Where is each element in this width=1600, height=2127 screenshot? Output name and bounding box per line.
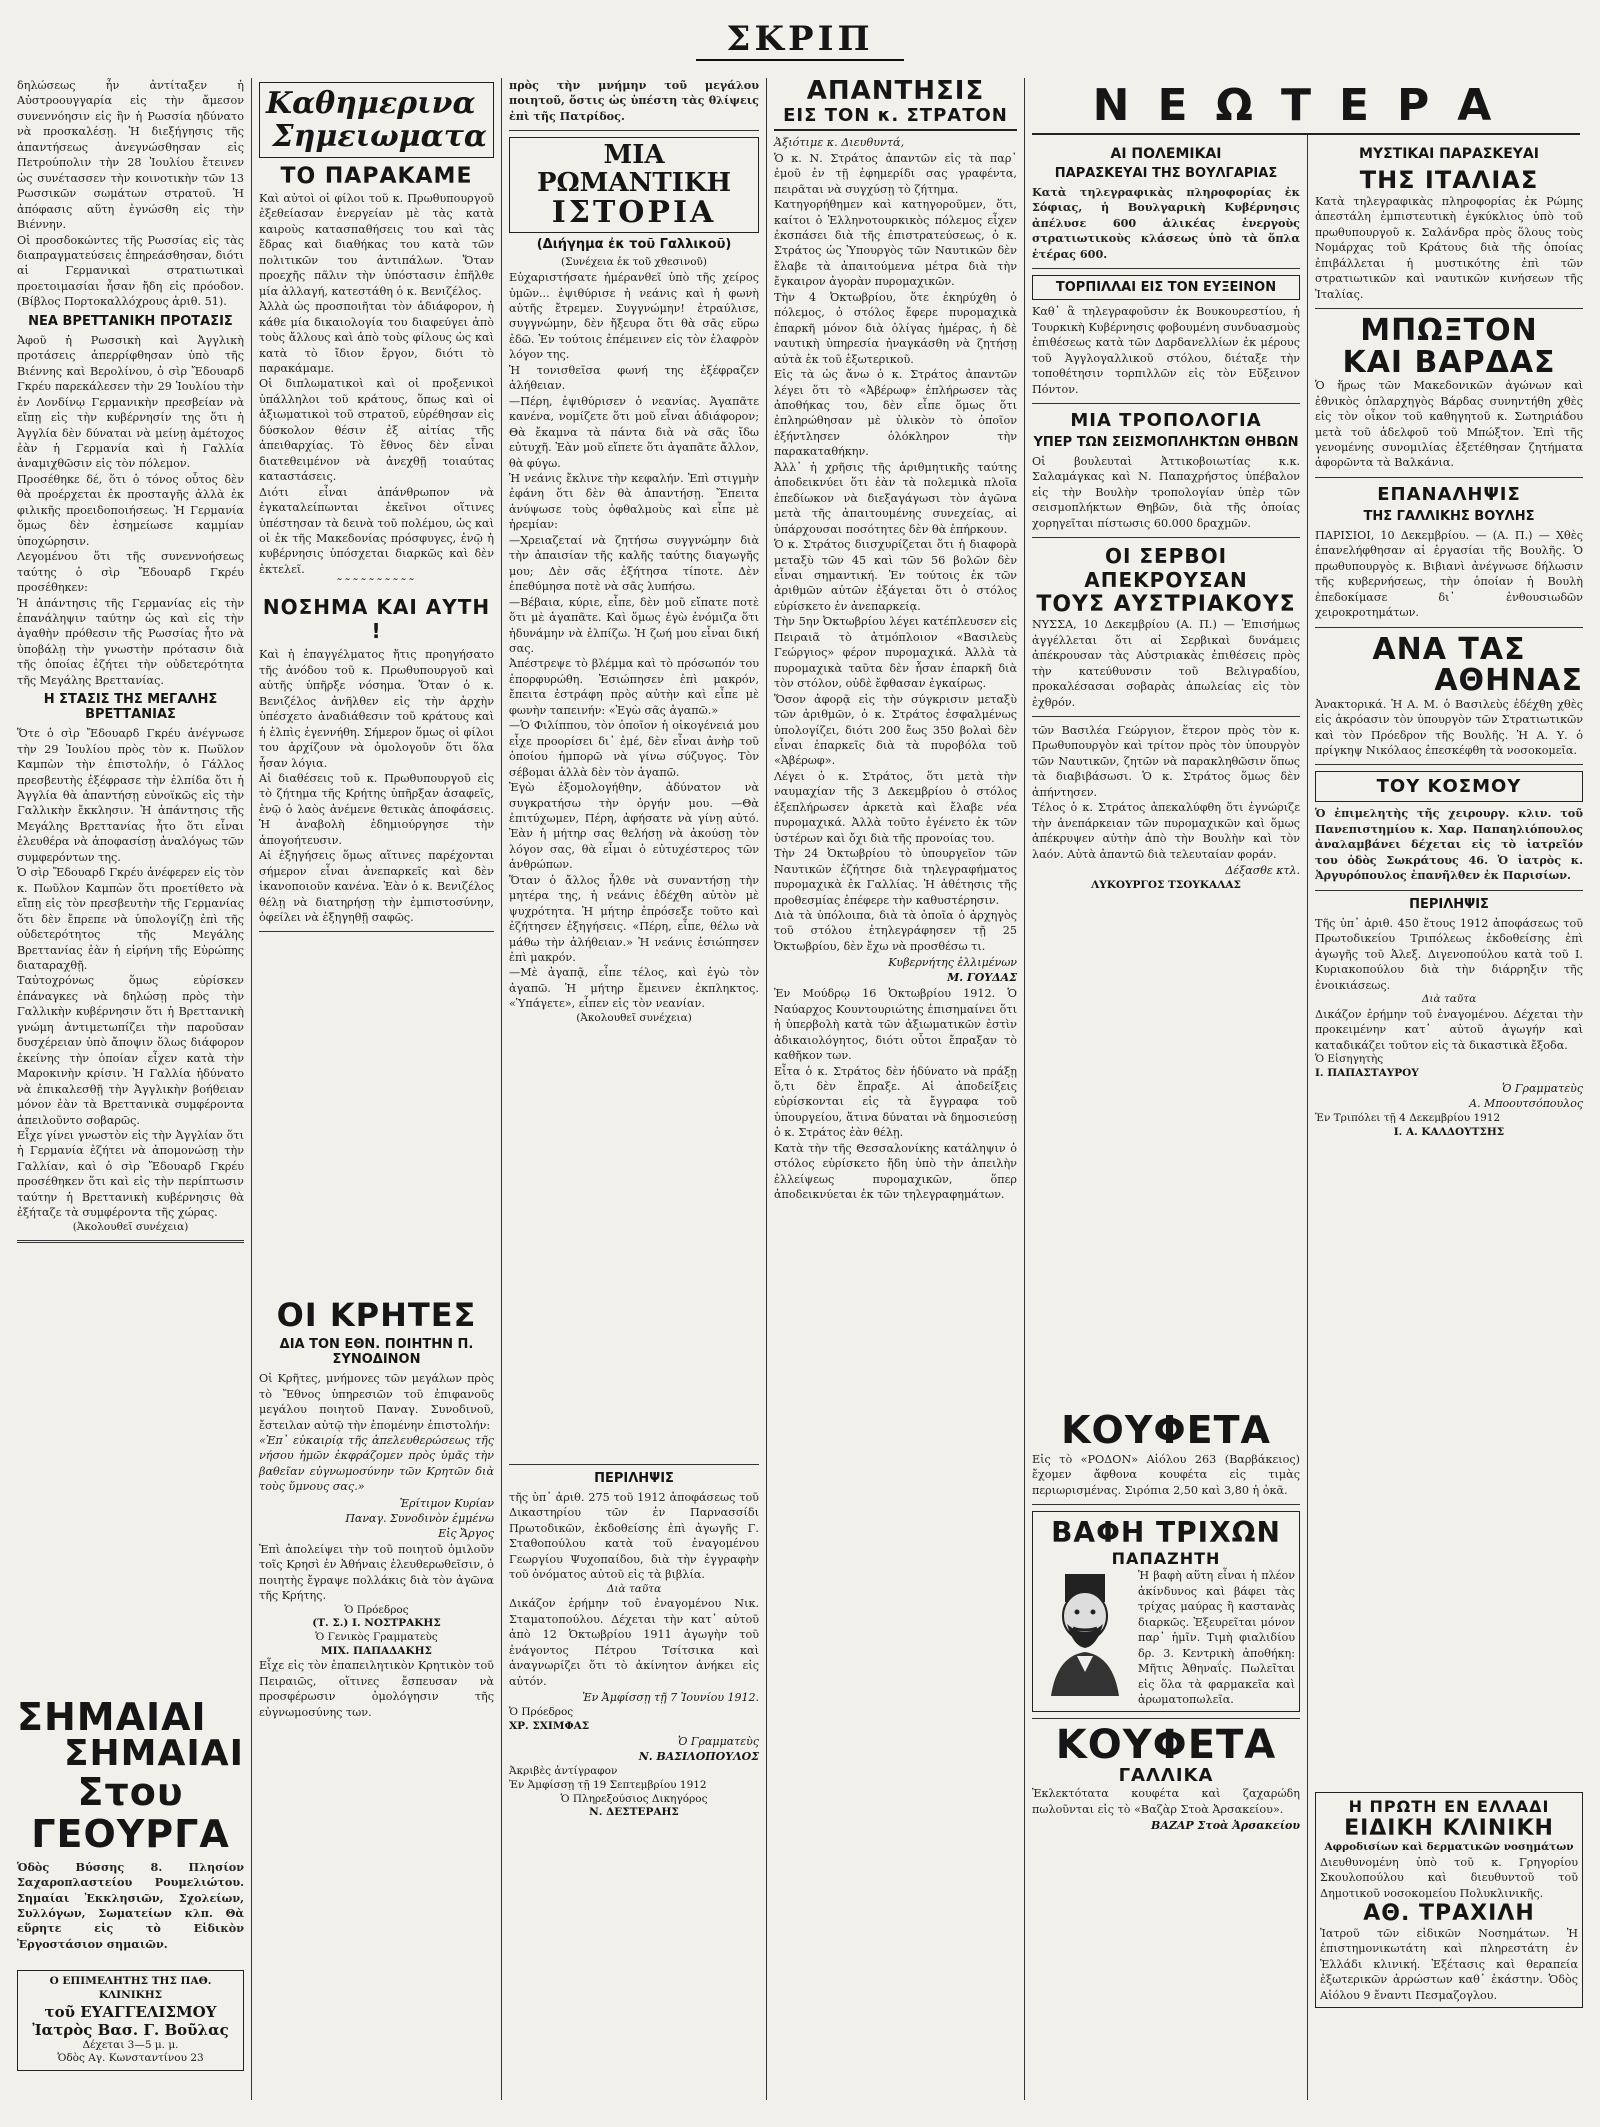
ad-line: Ἰατρὸς Βασ. Γ. Βοῦλας xyxy=(32,2020,229,2039)
article-paragraph: τῶν Βασιλέα Γεώργιον, ἕτερον πρὸς τὸν κ. Πρωθυπουργὸν καὶ τρίτον πρὸς τὸν ὑπουργὸν τῶν Ναυτικῶν, ζητῶν νὰ παρακληθῶσιν ὅπως τὰ διαβιβάσωσι. Ὁ κ. Στράτος ὅμως δὲν ἀπήντησεν. xyxy=(1032,723,1300,799)
story-paragraph: —Πέρη, ἐψιθύρισεν ὁ νεανίας. Ἀγαπᾶτε κανένα, νομίζετε ὅτι μοῦ εἶναι ἀδιάφορον; Θὰ ἔκαμνα τὰ πάντα διὰ νὰ σᾶς ἴδω εὐτυχῆ. Ἐὰν μοῦ εἴπετε ὅτι ἀγαπᾶτε ἄλλον, θὰ φύγω. xyxy=(509,394,759,470)
article-paragraph: Εἰς τὰ ὡς ἄνω ὁ κ. Στράτος ἀπαντῶν λέγει ὅτι τὸ «Ἀβέρωφ» ἐπλήρωσεν τὰς ἀποθήκας του, δὲν εἶπε ὅμως ὅτι ἐπληρώθησαν μὲ ὑλικὸν τὸ ὁποῖον ἐξήντλησεν ὁλόκληρον τὴν παρακαταθήκην. xyxy=(774,368,1017,459)
section-heading: ΟΙ ΣΕΡΒΟΙ ΑΠΕΚΡΟΥΣΑΝ xyxy=(1084,544,1248,593)
divider xyxy=(1032,403,1300,404)
story-paragraph: Ἡ τονισθεῖσα φωνή της ἐξέφραζεν ἀλήθειαν. xyxy=(509,363,759,393)
signature-line: ΧΡ. ΣΧΙΜΦΑΣ xyxy=(509,1719,590,1732)
section-subheading: ΔΙΑ ΤΟΝ ΕΘΝ. ΠΟΙΗΤΗΝ Π. ΣΥΝΟΔΙΝΟΝ xyxy=(279,1337,474,1368)
article-title: ΑΠΑΝΤΗΣΙΣ xyxy=(806,78,985,106)
cretans-article xyxy=(259,1298,494,1720)
signature-line: Α. Μποουτσόπουλος xyxy=(1469,1097,1583,1111)
section-heading: ΠΕΡΙΛΗΨΙΣ xyxy=(1409,896,1489,912)
article-paragraph: Οἱ προσδοκώντες τῆς Ρωσσίας εἰς τὰς διαπραγματεύσεις ἐπηρεάσθησαν, διότι αἱ Γερμανικαὶ στρατιωτικαὶ προετοιμασίαι ἦσαν ἤδη εἰς πρόοδον. (Βίβλος Πορτοκαλλόχρους ἀριθ. 51). xyxy=(17,233,244,309)
ad-subtitle: ΠΑΠΑΖΗΤΗ xyxy=(1111,1549,1221,1569)
ad-text: Ἐκλεκτότατα κουφέτα καὶ ζαχαρώδη πωλοῦνται εἰς τὸ «Βαζὰρ Στοὰ Ἀρσακείου». xyxy=(1032,1787,1300,1816)
article-paragraph: Ὁ ἐπιμελητὴς τῆς χειρουργ. κλιν. τοῦ Πανεπιστημίου κ. Χαρ. Παπαηλιόπουλος ἀναλαμβάνει δέχεται εἰς τὸ ἰατρεῖόν του ὁδὸς Σωκράτους 46. Ὁ ἰατρὸς κ. Ἀργυρόπουλος ἐπανῆλθεν ἐκ Παρισίων. xyxy=(1315,806,1583,883)
article-paragraph: Ἀλλ᾽ ἡ χρῆσις τῆς ἀριθμητικῆς ταύτης ἀποδεικνύει ὅτι ἐὰν τὰ πολεμικὰ πλοῖα ἐπεδίωκον νὰ διεξαγάγωσι τὸν ἀγῶνα μετὰ τῆς ἀπαιτουμένης συνεχείας, αἱ ὑπάρχουσαι ποσότητες δὲν θὰ ἐπήρκουν. xyxy=(774,460,1017,536)
signature-line: (Τ. Σ.) Ι. ΝΟΣΤΡΑΚΗΣ xyxy=(312,1617,441,1630)
signature-line: Ν. ΔΕΣΤΕΡΑΗΣ xyxy=(589,1806,679,1819)
continuation-note: (Ἀκολουθεῖ συνέχεια) xyxy=(576,1011,692,1024)
signature-line: Ν. ΒΑΣΙΛΟΠΟΥΛΟΣ xyxy=(638,1750,759,1764)
story-title: ΙΣΤΟΡΙΑ xyxy=(551,194,717,230)
signature-line: Ἀκριβὲς ἀντίγραφον xyxy=(509,1765,618,1778)
column-6 xyxy=(1308,78,1590,2100)
divider xyxy=(509,1464,759,1465)
article-paragraph: δηλώσεως ἦν ἀντίταξεν ἡ Αὐστροουγγαρία εἰς τὴν ἄμεσον συνεννόησιν εἰς ἣν ἡ Ρωσσία ηδύνατο νὰ προσκαλέσῃ. Ἡ διεξήγησις τῆς ἀπαντήσεως ἀνεγνώσθησαν εἰς Πετρούπολιν τὴν 28 Ἰουλίου ἔτεινεν ὡς συνέτασσεν τὴν κοινοτικὴν τῶν 13 Ρωσσικῶν σωμάτων στρατοῦ. Ἡ ἀπόφασις αὕτη ἐγνώσθη εἰς τὴν Βιέννην. xyxy=(17,79,244,232)
masthead xyxy=(10,10,1590,70)
article-paragraph: Καθ᾽ ἃ τηλεγραφοῦσιν ἐκ Βουκουρεστίου, ἡ Τουρκικὴ Κυβέρνησις φοβουμένη συνδυασμοὺς ἐπιθέσεως κατὰ τῶν Δαρδανελλίων ἐκ μέρους τοῦ Ἀγγλογαλλικοῦ στόλου, διέταξε τὴν τοποθέτησιν τορπιλλῶν εἰς τὸν Εὔξεινον Πόντον. xyxy=(1032,305,1300,396)
story-paragraph: Ἐγὼ ἐξομολογήθην, ἀδύνατον νὰ συγκρατήσω τὴν ὀργήν μου. —Θὰ ἐπιτύχωμεν, Πέρη, ἀφήσατε νὰ γίνῃ αὐτό. Ἐὰν ἡ μήτηρ σας θελήσῃ νὰ ἀκούσῃ τὸν λόγον σας, θὰ εἶμαι ὁ εὐτυχέστερος τῶν ἀνθρώπων. xyxy=(509,781,759,872)
article-paragraph: Οἱ βουλευταὶ Ἀττικοβοιωτίας κ.κ. Σαλαμάγκας καὶ Ν. Παπαχρήστος ὑπέβαλον εἰς τὴν Βουλὴν τροπολογίαν ὑπὲρ τῶν σεισμοπλήκτων Θηβῶν, διὰ τῆς ὁποίας χορηγεῖται πίστωσις 60.000 δραχμῶν. xyxy=(1032,454,1300,530)
news-section-title: ΝΕΩΤΕΡΑ xyxy=(1032,78,1580,135)
clinic-ad-box xyxy=(1315,1792,1583,2008)
signature-line: ΛΥΚΟΥΡΓΟΣ ΤΣΟΥΚΑΛΑΣ xyxy=(1091,879,1241,892)
divider xyxy=(1315,477,1583,478)
article-subtitle: ΕΙΣ ΤΟΝ κ. ΣΤΡΑΤΟΝ xyxy=(774,105,1017,131)
section-subheading: Διὰ ταῦτα xyxy=(606,1582,662,1595)
article-paragraph: Ὅτε ὁ σὶρ Ἔδουαρδ Γκρέυ ἀνέγνωσε τὴν 29 Ἰουλίου πρὸς τὸν κ. Πωῦλον Καμπὼν τὴν ἐπιστολήν, ὁ Γάλλος πρεσβευτὴς ἐξέφρασε τὴν ἐλπίδα ὅτι ἡ Ἀγγλία θὰ ἀπαντήσῃ εὐνοϊκῶς εἰς τὴν Γαλλικὴν ἔκκλησιν. Ἡ ἀπάντησις τῆς Μεγάλης Βρεττανίας ἦτο ὅτι εἶναι ἐλευθέρα νὰ ἀποφασίσῃ ἀναλόγως τῶν συμφερόντων της. xyxy=(17,727,244,864)
newspaper-page xyxy=(10,10,1590,2100)
signature-line: Ὁ Γραμματεὺς xyxy=(677,1735,759,1749)
article-paragraph: Οἱ διπλωματικοὶ καὶ οἱ προξενικοὶ ὑπάλληλοι τοῦ κράτους, ὅπως καὶ οἱ ἀξιωματικοὶ τοῦ στρατοῦ, εὑρέθησαν εἰς δύσκολον θέσιν ἐξ αἰτίας τῆς ἀπειθαρχίας. Τὸ ἔθνος δὲν εἶναι διατεθειμένον νὰ ἀνεχθῇ τοιαύτας καταστάσεις. xyxy=(259,377,494,484)
ad-title: Στου ΓΕΟΥΡΓΑ xyxy=(31,1770,230,1856)
column-2 xyxy=(252,78,502,2100)
article-paragraph: πρὸς τὴν μνήμην τοῦ μεγάλου ποιητοῦ, ὅστις ὡς ὑπέστη τὰς θλίψεις ἐπὶ τῆς Πατρίδος. xyxy=(509,78,759,123)
ad-title: ΚΟΥΦΕΤΑ xyxy=(1061,1408,1271,1452)
section-heading: ΤΟ ΠΑΡΑΚΑΜΕ xyxy=(280,164,473,189)
ad-title: ΕΙΔΙΚΗ ΚΛΙΝΙΚΗ xyxy=(1344,1816,1554,1841)
article-paragraph: Εἶτα ὁ κ. Στράτος δὲν ἠδύνατο νὰ πράξῃ ὅ,τι δὲν ἔπραξε. Αἱ ἀποδείξεις εὑρίσκονται εἰς τὰ ἔγγραφα τοῦ ὑπουργείου, ἅτινα δύναται νὰ δημοσιεύσῃ ὁ κ. Στράτος ἐὰν θέλῃ. xyxy=(774,1064,1017,1140)
ad-name: ΑΘ. ΤΡΑΧΙΛΗ xyxy=(1363,1901,1535,1926)
divider xyxy=(17,1240,244,1243)
article-paragraph: Κατὰ τηλεγραφικὰς πληροφορίας ἐκ Ρώμης ἀπεστάλη ἐμπιστευτικὴ ἐγκύκλιος ὑπὸ τοῦ πρωθυπουργοῦ κ. Σαλάνδρα πρὸς ὅλους τοὺς Νομάρχας τοῦ Κράτους διὰ τῆς ὁποίας ἐπιβάλλεται ἡ μυστικότης ἐπὶ τῶν στρατιωτικῶν καὶ ναυτικῶν κινήσεων τῆς Ἰταλίας. xyxy=(1315,195,1583,301)
article-paragraph: Ἡ ἀπάντησις τῆς Γερμανίας εἰς τὴν ἐπανάληψιν ταύτην ὡς καὶ εἰς τὴν ἀγαθὴν πρόθεσιν τῆς Ρωσσίας ἦτο νὰ ὑποβάλῃ τὴν γνωστὴν πρότασιν διὰ τῆς ὁποίας ἐζήτει τὴν οὐδετερότητα τῆς Μεγάλης Βρεττανίας. xyxy=(17,596,244,687)
section-heading: ΥΠΕΡ ΤΩΝ ΣΕΙΣΜΟΠΛΗΚΤΩΝ ΘΗΒΩΝ xyxy=(1033,434,1299,450)
signature-line: Ι. ΠΑΠΑΣΤΑΥΡΟΥ xyxy=(1315,1066,1419,1079)
divider xyxy=(1032,1718,1300,1719)
story-paragraph: Εὐχαριστήσατε ἡμέρανθεῖ ὑπὸ τῆς χείρος ὑμῶν... ἐψιθύρισε ἡ νεάνις καὶ ἡ φωνὴ αὐτῆς ἔτρεμεν. Συγγνώμην! ἐτραύλισε, συγγνώμην, δὲν ἤξευρα ὅτι θὰ σᾶς εὕρω ἐδῶ. Ἐν τούτοις ἐπέμεινεν εἰς τὸν ἐλαφρὸν λόγον της. xyxy=(509,271,759,362)
signature-line: Ἐρίτιμον Κυρίαν xyxy=(399,1496,494,1510)
section-subheading: Διὰ ταῦτα xyxy=(1421,992,1477,1005)
section-heading: ΤΗΣ ΓΑΛΛΙΚΗΣ ΒΟΥΛΗΣ xyxy=(1363,508,1535,524)
signature-line: Ὁ Πρόεδρος xyxy=(344,1603,409,1616)
section-heading: ΤΗΣ ΙΤΑΛΙΑΣ xyxy=(1359,166,1539,194)
divider xyxy=(509,130,759,131)
story-paragraph: Ὅταν ὁ ἄλλος ἦλθε νὰ συναντήσῃ τὴν μητέρα της, ἡ νεάνις ἐδέχθη αὐτὸν μὲ ψυχρότητα. Ἡ μήτηρ ἐπρόσεξε τοῦτο καὶ ἐζήτησεν ἐξηγήσεις. «Πέρη, εἶπε, θέλω νὰ μάθω τὴν ἀλήθειαν.» Ἡ νεάνις ἐσιώπησεν ἐπὶ μακρόν. xyxy=(509,873,759,965)
article-paragraph: Κατηγορήθημεν καὶ κατηγοροῦμεν, ὅτι, καίτοι ὁ Ἑλληνοτουρκικὸς πόλεμος εἶχεν ἐκσπάσει διὰ τῆς ἐπιστρατεύσεως, ὁ κ. Στράτος ὡς Ὑπουργὸς τῶν Ναυτικῶν δὲν ἔλαβε τὰ ἀπαιτούμενα μέτρα διὰ τὴν ἔγκαιρον ἀγορὰν πυρομαχικῶν. xyxy=(774,198,1017,289)
article-paragraph: Ἐπὶ ἀπολείψει τὴν τοῦ ποιητοῦ ὁμιλοῦν τοῖς Κρησὶ ἐν Ἀθήναις ἐλευθερωθεῖσιν, ὁ ποιητὴς ἔγραψε πολλάκις διὰ τὸν ἀγῶνα τῆς Κρήτης. xyxy=(259,1542,494,1603)
article-paragraph: Ὁ κ. Στράτος διισχυρίζεται ὅτι ἡ διαφορὰ μεταξὺ τῶν 45 καὶ τῶν 56 βολῶν δὲν εἶναι σημαντική. Ἐν τούτοις ἐκ τῶν ἀριθμῶν αὐτῶν ἐξάγεται ὅτι ὁ στόλος εὑρίσκετο ἐν ἀνεπαρκείᾳ. xyxy=(774,538,1017,613)
article-paragraph: Καὶ αὐτοὶ οἱ φίλοι τοῦ κ. Πρωθυπουργοῦ ἐξεθείασαν ἐνεργείαν μὲ τὰς κατὰ καιροὺς κατασπαθήσεις του καὶ τὰς ἕδρας καὶ διαθήκας του κατὰ τῶν πολιτικῶν του ἀντιπάλων. Ὅταν προεχῆς πᾶλιν τὴν ὑπόστασιν ἐπῆλθε μία ἀλλαγή, κατεστάθη ὁ κ. Βενιζέλος. xyxy=(259,192,494,298)
article-paragraph: Διότι εἶναι ἀπάνθρωπον νὰ ἐγκαταλείπωνται ἐκεῖνοι οἵτινες ὑπέστησαν τὰ δεινὰ τοῦ πολέμου, ὡς καὶ οἱ ἐκ τῆς Μακεδονίας πρόσφυγες, ἐνῷ ἡ κυβέρνησις ὑπόσχεται διαρκῶς καὶ δὲν ἐκτελεῖ. xyxy=(259,485,494,576)
signature-line: Ὁ Πρόεδρος xyxy=(509,1706,574,1719)
newspaper-name: ΣΚΡΙΠ xyxy=(696,19,903,61)
signature-line: Ἐν Ἀμφίσσῃ τῇ 7 Ἰουνίου 1912. xyxy=(582,1691,759,1705)
section-heading: ΠΕΡΙΛΗΨΙΣ xyxy=(594,1471,674,1486)
signature-line: Ὁ Γενικὸς Γραμματεὺς xyxy=(315,1630,438,1643)
section-heading: ΠΑΡΑΣΚΕΥΑΙ ΤΗΣ ΒΟΥΛΓΑΡΙΑΣ xyxy=(1054,166,1278,181)
article-paragraph: Ὁ ἥρως τῶν Μακεδονικῶν ἀγώνων καὶ ἐθνικὸς ὁπλαρχηγὸς Βάρδας συνηντήθη χθὲς εἰς τὸν οἶκον τοῦ καθηγητοῦ κ. Σωτηριάδου μετὰ τοῦ ἀδελφοῦ τοῦ Μπώξτον. Ἐπὶ τῆς γενομένης συνομιλίας ἐξετέθησαν ζητήματα ἀφορῶντα τὰ Βαλκάνια. xyxy=(1315,379,1583,470)
section-heading: ΑΝΑ ΤΑΣ xyxy=(1372,631,1526,667)
ad-title: Η ΠΡΩΤΗ ΕΝ ΕΛΛΑΔΙ xyxy=(1348,1797,1550,1816)
continuation-note: (Ἀκολουθεῖ συνέχεια) xyxy=(72,1220,189,1233)
story-subtitle: (Διήγημα ἐκ τοῦ Γαλλικοῦ) xyxy=(536,237,732,253)
section-heading: ΑΘΗΝΑΣ xyxy=(1434,663,1583,699)
ad-text: Διευθυνομένη ὑπὸ τοῦ κ. Γρηγορίου Σκουλοπούλου καὶ διευθυντοῦ τοῦ Δημοτικοῦ νοσοκομείου Πολυκλινικῆς. xyxy=(1320,1855,1578,1900)
article-paragraph: ΠΑΡΙΣΙΟΙ, 10 Δεκεμβρίου. — (Α. Π.) — Χθὲς ἐπανελήφθησαν αἱ ἐργασίαι τῆς Βουλῆς. Ὁ πρωθυπουργὸς κ. Βιβιανὶ ἀνέγνωσε δήλωσιν τῆς κυβερνήσεως, τὴν ὁποίαν ἡ Βουλὴ ἐπεδοκίμασε δι᾽ ἐνθουσιωδῶν χειροκροτημάτων. xyxy=(1315,528,1583,620)
signature-line: ΜΙΧ. ΠΑΠΑΔΑΚΗΣ xyxy=(321,1644,432,1657)
divider xyxy=(1315,627,1583,628)
article-paragraph: Ἀνακτορικά. Ἡ Α. Μ. ὁ Βασιλεὺς ἐδέχθη χθὲς εἰς ἀκρόασιν τὸν ὑπουργὸν τῶν Στρατιωτικῶν καὶ τὸν Πρόεδρον τῆς Βουλῆς. Ἡ Α. Υ. ὁ πρίγκηψ Νικόλαος ἐπεσκέφθη τὰ νοσοκομεῖα. xyxy=(1315,697,1583,757)
article-paragraph: Δικάζον ἐρήμην τοῦ ἐναγομένου Νικ. Σταματοπούλου. Δέχεται τὴν κατ᾽ αὐτοῦ ἀπὸ 12 Ὀκτωβρίου 1911 ἀγωγὴν τοῦ ἐνάγοντος Πέτρου Τσίτσικα καὶ ἀναγνωρίζει ὅτι τὸ ἀκίνητον ἀνήκει εἰς αὐτόν. xyxy=(509,1597,759,1688)
divider xyxy=(1032,716,1300,717)
ad-line: Δέχεται 3—5 μ. μ. xyxy=(82,2038,179,2051)
story-paragraph: —Μὲ ἀγαπᾷ, εἶπε τέλος, καὶ ἐγὼ τὸν ἀγαπῶ. Ἡ μήτηρ ἔμεινεν ἐκπληκτος. «Ὑπάγετε», εἶπεν εἰς τὸν νεανίαν. xyxy=(509,966,759,1011)
article-paragraph: Ἀλλὰ ὡς προσποιῆται τὸν ἀδιάφορον, ἡ κάθε μία δικαιολογία του διαφεύγει ἀπὸ τοὺς ἄλλους καὶ ἀπὸ τοὺς φίλους ὡς καὶ κατὰ τὸ ἴδιον ἔργον, διότι τὸ παρακάμαμε. xyxy=(259,300,494,375)
ad-title: ΒΑΦΗ ΤΡΙΧΩΝ xyxy=(1051,1516,1281,1550)
section-heading: ΝΟΣΗΜΑ ΚΑΙ ΑΥΤΗ ! xyxy=(262,595,491,644)
ad-line: Ὁδὸς Αγ. Κωνσταντίνου 23 xyxy=(57,2052,204,2065)
ad-signature: ΒΑΖΑΡ Στοὰ Ἀρσακείου xyxy=(1151,1819,1300,1833)
story-paragraph: —Ὁ Φιλίππου, τὸν ὁποῖον ἡ οἰκογένειά μου εἶχε προορίσει δι᾽ ἐμέ, δὲν εἶναι ἀνὴρ τοῦ ὁποίου ἠμπορῶ νὰ γίνω σύζυγος. Τὸν σέβομαι ἀλλὰ δὲν τὸν ἀγαπῶ. xyxy=(509,719,759,779)
article-paragraph: τῆς ὑπ᾽ ἀριθ. 275 τοῦ 1912 ἀποφάσεως τοῦ Δικαστηρίου τῶν ἐν Παρνασσίδι Πρωτοδικῶν, ἐκδοθείσης ἐπὶ ἀγωγῆς Γ. Σταθοπούλου κατὰ τοῦ ἐναγομένου Γεωργίου Ψυχοπαίδου, διὰ τὴν ἐγγραφὴν τοῦ ὀνόματος αὐτοῦ εἰς τὰ βιβλία. xyxy=(509,1491,759,1582)
divider xyxy=(1032,537,1300,538)
story-paragraph: Ἀπέστρεψε τὸ βλέμμα καὶ τὸ πρόσωπόν του ἐπορφυρώθη. Ἐσιώπησεν ἐπὶ μακρόν, ἔπειτα ἐστράφη πρὸς αὐτὴν καὶ εἶπε μὲ φωνὴν ταπεινήν: «Ἐγὼ σᾶς ἀγαπῶ.» xyxy=(509,657,759,717)
doctor-advertisement xyxy=(17,1970,244,2071)
article-paragraph: Εἶχε γίνει γνωστὸν εἰς τὴν Ἀγγλίαν ὅτι ἡ Γερμανία ἐζήτει νὰ ἀπομονώσῃ τὴν Γαλλίαν, καὶ ὁ σὶρ Ἔδουαρδ Γκρέυ προσέθηκεν ὅτι καὶ εἰς τὴν περίπτωσιν ταύτην ἡ Βρεττανικὴ κυβέρνησις θὰ ἐξήταζε τὰ συμφέροντα τῆς χώρας. xyxy=(17,1129,244,1220)
signature-line: Ἐν Ἀμφίσσῃ τῇ 19 Σεπτεμβρίου 1912 xyxy=(509,1779,707,1791)
ad-title: ΣΗΜΑΙΑΙ xyxy=(63,1733,244,1774)
court-summary xyxy=(509,1458,759,1820)
signature-line: Ι. Α. ΚΑΛΔΟΥΤΣΗΣ xyxy=(1393,1125,1505,1138)
story-title-box xyxy=(509,137,759,233)
article-paragraph: Ὁ σὶρ Ἔδουαρδ Γκρέυ ἀνέφερεν εἰς τὸν κ. Πωῦλον Καμπὼν ὅτι προετίθετο νὰ εἴπῃ εἰς τὸν πρεσβευτὴν τῆς Γερμανίας ὅτι δὲν ἔπρεπε νὰ ὑπολογίζῃ ἐπὶ τῆς οὐδετερότητος τῆς Μεγάλης Βρεττανίας ἐὰν ἡ εἰρήνη τῆς Εὐρώπης διαταραχθῇ. xyxy=(17,866,244,973)
article-paragraph: Τῆς ὑπ᾽ ἀριθ. 450 ἔτους 1912 ἀποφάσεως τοῦ Πρωτοδικείου Τριπόλεως ἐκδοθείσης ἐπὶ ἀγωγῆς τοῦ Ἀλεξ. Διγενοπούλου κατὰ τοῦ Ι. Κυριακοπούλου διὰ τὴν διάρρηξιν τῆς ἐνοικιάσεως. xyxy=(1315,916,1583,992)
ad-body xyxy=(1037,1568,1295,1707)
section-heading: ΜΠΩΞΤΟΝ xyxy=(1360,313,1538,349)
ad-line: τοῦ ΕΥΑΓΓΕΛΙΣΜΟΥ xyxy=(44,2002,217,2021)
section-heading: ΟΙ ΚΡΗΤΕΣ xyxy=(276,1296,477,1334)
signature-line: Εἰς Ἄργος xyxy=(438,1526,494,1540)
ad-text: Ἰατροῦ τῶν εἰδικῶν Νοσημάτων. Ἡ ἐπιστημονικωτάτη καὶ πληρεστάτη ἐν Ἑλλάδι κλινική. Ἐξέτασις καὶ θεραπεία ἐξωτερικῶν ἀρρώστων καθ᾽ ἑκάστην. Ὁδὸς Αἰόλου 9 ἔναντι Πεσμαζογλου. xyxy=(1320,1927,1578,2002)
column-title: Σημειωματα xyxy=(272,119,487,154)
article-paragraph: Δικάζον ἐρήμην τοῦ ἐναγομένου. Δέχεται τὴν προκειμένην κατ᾽ αὐτοῦ ἀγωγήν καὶ καταδικάζει τοῦτον εἰς τὰ δικαστικὰ ἔξοδα. xyxy=(1315,1007,1583,1052)
article-paragraph: Τέλος ὁ κ. Στράτος ἀπεκαλύφθη ὅτι ἐγνώριζε τὴν ἀνεπάρκειαν τῶν πυρομαχικῶν καὶ ὅμως ἀπέκρυψεν αὐτὴν ἀπὸ τὴν Βουλὴν καὶ τὸν λαόν. Αὐτὰ ἀπαντῶ διὰ τελευταίαν φοράν. xyxy=(1032,801,1300,861)
section-heading: ΑΙ ΠΟΛΕΜΙΚΑΙ xyxy=(1110,146,1222,162)
article-paragraph: Καὶ ἡ ἐπαγγέλματος ἤτις προηγήσατο τῆς ἀνόδου τοῦ κ. Πρωθυπουργοῦ καὶ αὐτῆς ὑπῆρξε νόσημα. Ὅταν ὁ κ. Βενιζέλος ἀνῆλθεν εἰς τὴν ἀρχὴν ὑπέσχετο ἀναδιάθεσιν τοῦ κράτους καὶ ἡ ἐλπὶς ἐγεννήθη. Σήμερον ὅμως οἱ φίλοι του ἀρχίζουν νὰ ὁμολογοῦν ὅτι ὅλα ἦσαν λόγια. xyxy=(259,648,494,770)
divider xyxy=(1315,308,1583,309)
clinic-advertisement xyxy=(1315,1788,1583,2012)
ad-title: ΚΟΥΦΕΤΑ xyxy=(1055,1722,1277,1769)
flag-advertisement xyxy=(17,1695,244,2075)
section-heading: ΤΟΡΠΙΛΛΑΙ ΕΙΣ ΤΟΝ ΕΥΞΕΙΝΟΝ xyxy=(1032,275,1300,300)
section-heading: ΚΑΙ ΒΑΡΔΑΣ xyxy=(1342,344,1556,380)
article-paragraph: Εἶχε εἰς τὸν ἐπαπειλητικὸν Κρητικὸν τοῦ Πειραιῶς, οἵτινες ἔσπευσαν νὰ προσφέρωσιν ὁμολόγησιν τῆς εὐγνωμοσύνης των. xyxy=(259,1659,494,1719)
advertisements xyxy=(1032,1408,1300,1834)
article-paragraph: «Ἐπ᾽ εὐκαιρίᾳ τῆς ἀπελευθερώσεως τῆς νήσου ἡμῶν ἐκφράζομεν πρὸς ὑμᾶς τὴν βαθεῖαν εὐγνωμοσύνην τῶν Κρητῶν διὰ τοὺς ὕμνους σας.» xyxy=(259,1434,494,1494)
article-paragraph: Τὴν 5ην Ὀκτωβρίου λέγει κατέπλευσεν εἰς Πειραιᾶ τὸ ἀτμόπλοιον «Βασιλεὺς Γεώργιος» φέρον πυρομαχικά. Ἀλλὰ τὰ πυρομαχικὰ ταῦτα δὲν ἦσαν ἐπαρκῆ διὰ τὸν στόλον, οὐδὲ ἔφθασαν ἐγκαίρως. xyxy=(774,615,1017,691)
article-paragraph: Αἱ διαθέσεις τοῦ κ. Πρωθυπουργοῦ εἰς τὸ ζήτημα τῆς Κρήτης ὑπῆρξαν ἀσαφεῖς, ἐνῷ ὁ λαὸς ἀνέμενε θετικὰς ἀποφάσεις. Ἡ ἀναβολὴ ἐδημιούργησε τὴν ἀπογοήτευσιν. xyxy=(259,771,494,847)
hair-dye-ad xyxy=(1032,1511,1300,1712)
article-paragraph: Οἱ Κρῆτες, μνήμονες τῶν μεγάλων πρὸς τὸ Ἔθνος ὑπηρεσιῶν τοῦ ἐπιφανοῦς μεγάλου ποιητοῦ Παναγ. Συνοδινοῦ, ἔστειλαν αὐτῷ τὴν ἑπομένην ἐπιστολήν: xyxy=(259,1372,494,1432)
signature-line: Ὁ Γραμματεὺς xyxy=(1501,1082,1583,1096)
man-portrait-icon xyxy=(1037,1568,1132,1698)
signature-line: Μ. ΓΟΥΔΑΣ xyxy=(947,971,1017,985)
column-3 xyxy=(502,78,767,2100)
story-continuation: (Συνέχεια ἐκ τοῦ χθεσινοῦ) xyxy=(560,256,708,269)
divider xyxy=(1032,1504,1300,1505)
ornament-divider: ˜˜˜˜˜˜˜˜˜˜ xyxy=(336,577,417,592)
article-salutation: Ἀξιότιμε κ. Διευθυντά, xyxy=(774,136,905,150)
divider xyxy=(259,931,494,932)
divider xyxy=(1315,890,1583,891)
article-paragraph: Ἐν Μούδρῳ 16 Ὀκτωβρίου 1912. Ὁ Ναύαρχος Κουντουριώτης ἐπισημαίνει ὅτι ἡ ὑπερβολὴ κατὰ τῶν ἀξιωματικῶν ἐστὶν ἀδικαιολόγητος, διότι οὗτοι ἔπραξαν τὸ καθῆκον των. xyxy=(774,987,1017,1063)
article-paragraph: Προσέθηκε δέ, ὅτι ὁ τόνος οὗτος δὲν θὰ προέρχεται ἐκ προσταγῆς ἀλλὰ ἐκ φιλικῆς προειδοποιήσεως. Ἡ Γερμανία ὅμως δὲν ἐσημείωσε καμμίαν ὑποχώρησιν. xyxy=(17,472,244,548)
section-heading: Η ΣΤΑΣΙΣ ΤΗΣ ΜΕΓΑΛΗΣ ΒΡΕΤΤΑΝΙΑΣ xyxy=(43,692,218,723)
ad-text: Ὁδὸς Βύσσης 8. Πλησίον Σαχαροπλαστείου Ρουμελιώτου. Σημαίαι Ἐκκλησιῶν, Σχολείων, Συλλόγων, Σωματείων κλπ. Θὰ εὕρητε εἰς τὸ Εἰδικὸν Ἐργοστάσιον σημαιῶν. xyxy=(17,1859,244,1951)
story-paragraph: Ἡ νεάνις ἔκλινε τὴν κεφαλήν. Ἐπὶ στιγμὴν ἐφάνη ὅτι δὲν θὰ ἀπαντήσῃ. Ἔπειτα ἀνύψωσε τοὺς ὀφθαλμοὺς καὶ εἶπε μὲ ἠρεμίαν: xyxy=(509,471,759,532)
article-paragraph: Ταὐτοχρόνως ὅμως εὑρίσκεν ἐπάναγκες νὰ δηλώσῃ πρὸς τὴν Γαλλικὴν κυβέρνησιν ὅτι ἡ Βρεττανικὴ γνώμη ἀντιμετωπίζει τὴν παροῦσαν δυσχέρειαν ὑπὸ ἄποψιν ὅλως διάφορον ἐκείνης τὴν ὁποίαν εἶχεν κατὰ τὴν Μαροκινὴν κρίσιν. Ἡ Γαλλία ἠδύνατο νὰ ἐπικαλεσθῇ τὴν Ἀγγλικὴν βοήθειαν μόνον ἐὰν τὰ Βρεττανικὰ συμφέροντα ἀπειλοῦντο σοβαρῶς. xyxy=(17,974,244,1127)
signature-line: Δέξασθε κτλ. xyxy=(1225,864,1300,878)
signature-line: Ἐν Τριπόλει τῇ 4 Δεκεμβρίου 1912 xyxy=(1315,1112,1501,1125)
article-paragraph: Ὅσον ἀφορᾷ εἰς τὴν σύγκρισιν μεταξὺ τῶν ἀριθμῶν, ὁ κ. Στράτος ἐσφαλμένως ὑπολογίζει, διότι 200 ἔως 350 βολαὶ δὲν εἶναι ἐπαρκεῖς διὰ τὰ πυροβόλα τοῦ «Ἀβέρωφ». xyxy=(774,692,1017,768)
article-paragraph: Ἀφοῦ ἡ Ρωσσικὴ καὶ Ἀγγλικὴ προτάσεις ἀπερρίφθησαν ὑπὸ τῆς Βιέννης καὶ Βερολίνου, ὁ σὶρ Ἔδουαρδ Γκρέυ παρεκάλεσεν τὴν 29 Ἰουλίου τὴν ἐν Λονδίνῳ Γερμανικὴν πρεσβείαν νὰ εἴπῃ εἰς τὴν κυβέρνησίν της ὅτι ἡ Ἀγγλία δὲν δύναται νὰ μείνῃ ἀμέτοχος ἐὰν ἡ Γερμανία καὶ ἡ Γαλλία ἀναμιχθῶσιν εἰς τὸν πόλεμον. xyxy=(17,333,244,471)
columns xyxy=(10,78,1590,2100)
article-paragraph: Αἱ ἐξηγήσεις ὅμως αἵτινες παρέχονται σήμερον εἶναι ἀνεπαρκεῖς καὶ δὲν ἱκανοποιοῦν κανένα. Ἐὰν ὁ κ. Βενιζέλος θέλῃ νὰ διατηρήσῃ τὴν ἐμπιστοσύνην, ὀφείλει νὰ ἐξηγηθῇ σαφῶς. xyxy=(259,849,494,925)
column-4 xyxy=(767,78,1025,2100)
ad-title: ΣΗΜΑΙΑΙ xyxy=(17,1695,207,1739)
section-heading: ΕΠΑΝΑΛΗΨΙΣ xyxy=(1377,483,1521,505)
section-heading: ΤΟΥ ΚΟΣΜΟΥ xyxy=(1315,771,1583,802)
story-paragraph: —Χρειαζεταί νὰ ζητήσω συγγνώμην διὰ τὴν ἀπαισίαν τῆς καλῆς ταύτης διαγωγῆς μου; Δὲν σᾶς ἐξήτησα τίποτε. Δὲν ἐπεθύμησα ποτὲ νὰ σᾶς λυπήσω. xyxy=(509,533,759,594)
article-paragraph: Διὰ τὰ ὑπόλοιπα, διὰ τὰ ὁποῖα ὁ ἀρχηγὸς τοῦ στόλου ἐτηλεγράφησεν τῇ 25 Ὀκτωβρίου, δὲν ἔχω νὰ προσθέσω τι. xyxy=(774,908,1017,953)
ad-subtitle: Αφροδισίων καὶ δερματικῶν νοσημάτων xyxy=(1324,1841,1574,1853)
article-paragraph: Λεγομένου ὅτι τῆς συνεννοήσεως ταύτης ὁ σὶρ Ἔδουαρδ Γκρέυ προσέθηκεν: xyxy=(17,550,244,595)
signature-line: Παναγ. Συνοδινὸν ἐμμένω xyxy=(345,1511,494,1525)
article-paragraph: Κατὰ τηλεγραφικὰς πληροφορίας ἐκ Σόφιας, ἡ Βουλγαρικὴ Κυβέρνησις ἀπέλυσε 600 ἁλικέας ἐνεργοὺς στρατιωτικοὺς κλάσεως ὑπὸ τὰ ὅπλα ἑτέρας 600. xyxy=(1032,185,1300,261)
article-paragraph: Ὁ κ. Ν. Στράτος ἀπαντῶν εἰς τὰ παρ᾽ ἐμοῦ ἐν τῇ ἐφημερίδι σας γραφέντα, πειρᾶται νὰ συγχύσῃ τὸ ζήτημα. xyxy=(774,151,1017,196)
ad-text: Εἰς τὸ «ΡΟΔΟΝ» Αἰόλου 263 (Βαρβάκειος) ἔχομεν ἄφθονα κουφέτα εἰς τιμὰς περιωρισμένας. Σιρόπια 2,50 καὶ 3,80 ἡ ὀκᾶ. xyxy=(1032,1453,1300,1497)
column-title-box xyxy=(259,82,494,158)
article-paragraph: ΝΥΣΣΑ, 10 Δεκεμβρίου (Α. Π.) — Ἐπισήμως ἀγγέλλεται ὅτι αἱ Σερβικαὶ δυνάμεις ἀπέκρουσαν τὰς Αὐστριακὰς ἐπιθέσεις πρὸς τὴν κατεύθυνσιν τοῦ Βελιγραδίου, προκαλέσασαι σοβαρὰς ἀπωλείας εἰς τὸν ἐχθρόν. xyxy=(1032,618,1300,709)
signature-line: Ὁ Εἰσηγητὴς xyxy=(1315,1052,1384,1065)
section-heading: ΝΕΑ ΒΡΕΤΤΑΝΙΚΗ ΠΡΟΤΑΣΙΣ xyxy=(28,313,233,329)
ad-line: Ο ΕΠΙΜΕΛΗΤΗΣ ΤΗΣ ΠΑΘ. ΚΛΙΝΙΚΗΣ xyxy=(49,1975,212,2001)
title-spacer xyxy=(1315,78,1583,142)
divider xyxy=(1032,268,1300,269)
article-paragraph: Τὴν 4 Ὀκτωβρίου, ὅτε ἐκηρύχθη ὁ πόλεμος, ὁ στόλος ἔφερε πυρομαχικὰ ἐπαρκῆ μόνον διὰ ὀλίγας ἡμέρας, ἡ δὲ ναυτικὴ ὑπηρεσία ἠναγκάσθη νὰ ζητήσῃ αὐτὰ ἐκ τοῦ ἐξωτερικοῦ. xyxy=(774,290,1017,366)
column-1 xyxy=(10,78,252,2100)
section-heading: ΜΙΑ ΤΡΟΠΟΛΟΓΙΑ xyxy=(1070,409,1262,431)
article-paragraph: Κατὰ τὴν τῆς Θεσσαλονίκης κατάληψιν ὁ στόλος εὑρίσκετο ἤδη ὑπὸ τὴν ἀπειλὴν ἐλλείψεως πυρομαχικῶν, ὅπερ ἀποδεικνύεται ἐκ τῶν τηλεγραφημάτων. xyxy=(774,1141,1017,1202)
story-paragraph: —Βέβαια, κύριε, εἶπε, δὲν μοῦ εἴπατε ποτὲ ὅτι μὲ ἀγαπᾶτε. Καὶ ὅμως ἐγὼ ἐνόμιζα ὅτι ἠδυνάμην νὰ ἐλπίζω. Ἡ ζωή μου εἶναι δική σας. xyxy=(509,595,759,655)
signature-line: Ὁ Πληρεξούσιος Δικηγόρος xyxy=(560,1792,708,1805)
article-paragraph: Λέγει ὁ κ. Στράτος, ὅτι μετὰ τὴν ναυμαχίαν τῆς 3 Δεκεμβρίου ὁ στόλος ἐξεπλήρωσεν ἀρκετὰ καὶ ἔλαβε νέα πυρομαχικά. Ἀλλὰ τοῦτο ἐγένετο ἐκ τῶν ὑστέρων καὶ ὄχι διὰ τῆς προνοίας του. xyxy=(774,769,1017,845)
ad-subtitle: ΓΑΛΛΙΚΑ xyxy=(1118,1765,1214,1787)
column-title: Καθημερινα xyxy=(266,86,476,121)
signature-line: Κυβερνήτης ἐλλιμένων xyxy=(888,956,1017,970)
divider xyxy=(1315,764,1583,765)
story-title: ΜΙΑ ΡΩΜΑΝΤΙΚΗ xyxy=(536,140,732,198)
section-heading: ΤΟΥΣ ΑΥΣΤΡΙΑΚΟΥΣ xyxy=(1036,592,1296,618)
ad-text: Ἡ βαφὴ αὕτη εἶναι ἡ πλέον ἀκίνδυνος καὶ βάφει τὰς τρίχας μαύρας ἢ καστανὰς διαρκῶς. Ἐξευρεῖται μόνον παρ᾽ ἡμῖν. Τιμὴ φιαλιδίου δρ. 3. Κεντρικὴ ἀποθήκη: Μῆτις Ἀθηναΐς. Πωλεῖται εἰς ὅλα τὰ φαρμακεῖα καὶ ἀρωματοπωλεῖα. xyxy=(1138,1569,1295,1706)
section-heading: ΜΥΣΤΙΚΑΙ ΠΑΡΑΣΚΕΥΑΙ xyxy=(1359,146,1539,162)
article-paragraph: Τὴν 24 Ὀκτωβρίου τὸ ὑπουργεῖον τῶν Ναυτικῶν ἐζήτησε διὰ τηλεγραφήματος πυρομαχικὰ ἐκ Γαλλίας. Ἡ ἀθέτησις τῆς προθεσμίας ἐπέφερε τὴν καθυστέρησιν. xyxy=(774,847,1017,907)
